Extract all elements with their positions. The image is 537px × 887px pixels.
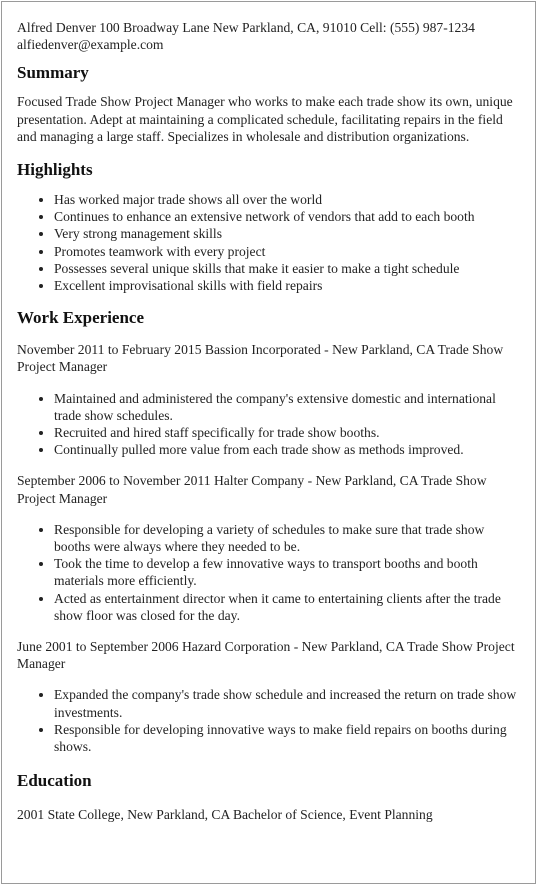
highlight-item: • Promotes teamwork with every project [54, 243, 520, 260]
job-bullet: • Acted as entertainment director when it came to entertaining clients after the trade show floor was closed for the day. [54, 590, 520, 624]
job-bullet: • Maintained and administered the company's extensive domestic and international trade show schedules. [54, 390, 520, 424]
work-experience-heading: Work Experience [17, 308, 145, 328]
job-bullet: • Responsible for developing a variety of schedules to make sure that trade show booths were always where they needed to be. [54, 521, 520, 555]
highlight-item: • Possesses several unique skills that make it easier to make a tight schedule [54, 260, 520, 277]
job-header: June 2001 to September 2006 Hazard Corporation - New Parkland, CA Trade Show Project Manager [17, 639, 515, 672]
summary-heading: Summary [17, 63, 89, 83]
job-bullet: • Recruited and hired staff specifically for trade show booths. [54, 424, 520, 441]
resume-page [1, 1, 536, 884]
job-bullets [17, 686, 520, 755]
education-heading: Education [17, 771, 92, 791]
highlight-item: • Has worked major trade shows all over the world [54, 191, 520, 208]
job-bullet: • Continually pulled more value from each trade show as methods improved. [54, 441, 520, 458]
job-header: September 2006 to November 2011 Halter Company - New Parkland, CA Trade Show Project Manager [17, 473, 487, 506]
job-bullets [17, 521, 520, 624]
job-bullet: • Expanded the company's trade show schedule and increased the return on trade show investments. [54, 686, 520, 720]
highlight-item: • Very strong management skills [54, 225, 520, 242]
job-bullet: • Responsible for developing innovative ways to make field repairs on booths during shows. [54, 721, 520, 755]
highlight-item: • Continues to enhance an extensive network of vendors that add to each booth [54, 208, 520, 225]
highlights-heading: Highlights [17, 160, 93, 180]
job-bullets [17, 390, 520, 459]
highlights-list [17, 191, 520, 294]
summary-text: Focused Trade Show Project Manager who works to make each trade show its own, unique presentation. Adept at maintaining a complicated schedule, facilitating repairs in the field and managing a large staff. Specializes in wholesale and distribution organizations. [17, 94, 513, 144]
job-bullet: • Took the time to develop a few innovative ways to transport booths and booth materials more efficiently. [54, 555, 520, 589]
highlight-item: • Excellent improvisational skills with field repairs [54, 277, 520, 294]
education-text: 2001 State College, New Parkland, CA Bachelor of Science, Event Planning [17, 807, 433, 823]
contact-info: Alfred Denver 100 Broadway Lane New Parkland, CA, 91010 Cell: (555) 987-1234 alfiedenver@example.com [17, 20, 475, 53]
job-header: November 2011 to February 2015 Bassion Incorporated - New Parkland, CA Trade Show Project Manager [17, 342, 504, 375]
